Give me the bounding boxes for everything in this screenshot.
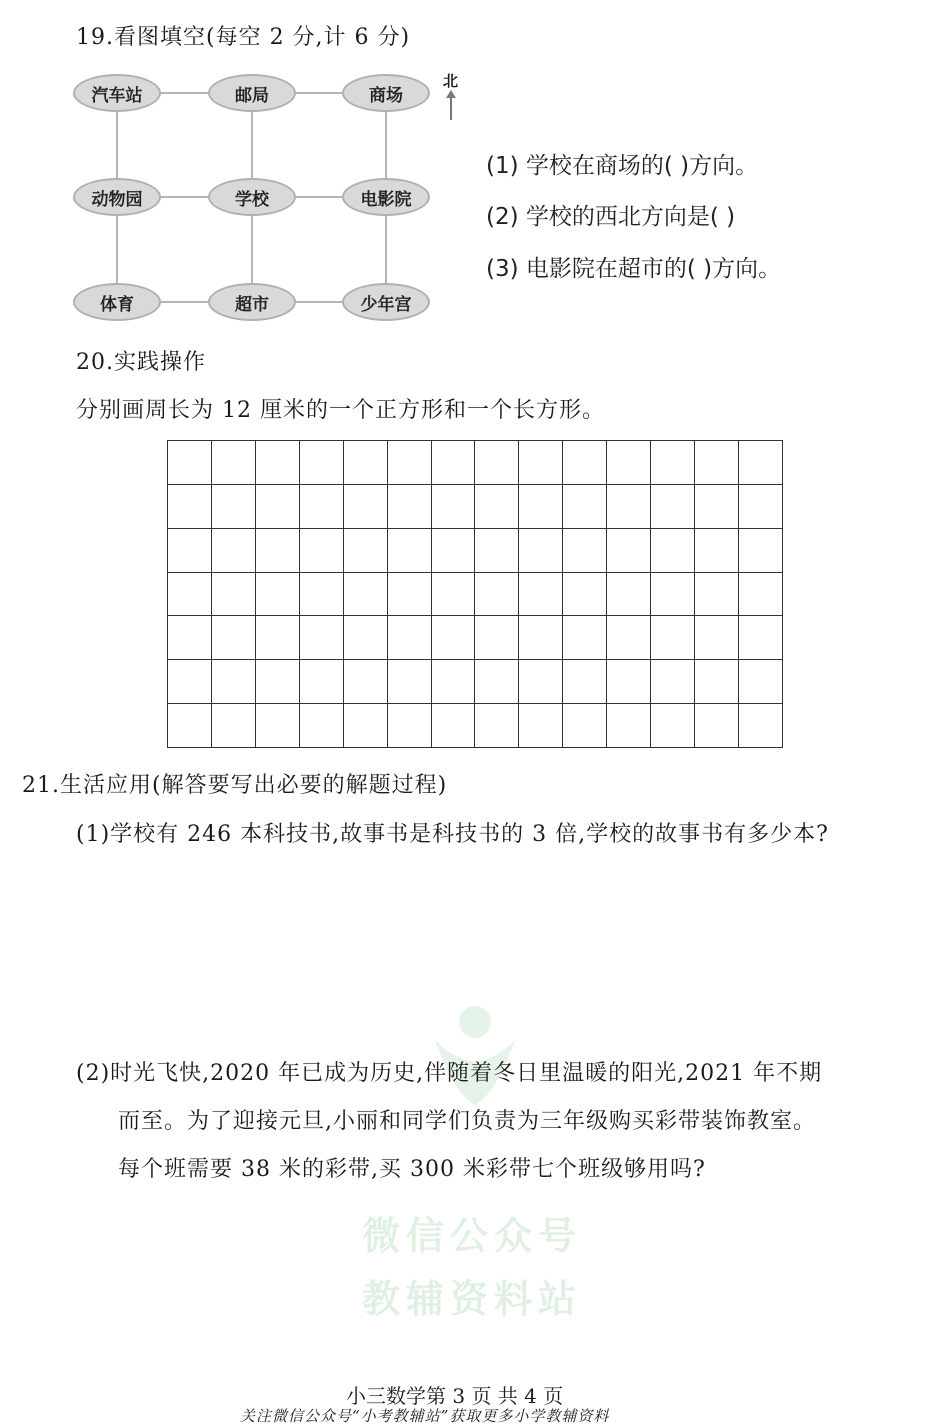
grid-cell[interactable]: [168, 485, 212, 529]
grid-cell[interactable]: [519, 485, 563, 529]
grid-cell[interactable]: [212, 485, 256, 529]
grid-cell[interactable]: [256, 485, 300, 529]
node-gym: 体育: [73, 283, 161, 321]
q19-question-3: (3) 电影院在超市的( )方向。: [486, 256, 782, 282]
grid-cell[interactable]: [344, 616, 388, 660]
q20-instruction: 分别画周长为 12 厘米的一个正方形和一个长方形。: [76, 398, 605, 423]
grid-cell[interactable]: [563, 441, 607, 485]
grid-cell[interactable]: [344, 660, 388, 704]
grid-cell[interactable]: [388, 529, 432, 573]
grid-cell[interactable]: [344, 485, 388, 529]
grid-cell[interactable]: [212, 441, 256, 485]
node-school: 学校: [208, 178, 296, 216]
grid-cell[interactable]: [475, 529, 519, 573]
grid-cell[interactable]: [695, 660, 739, 704]
grid-cell[interactable]: [607, 704, 651, 748]
q21-title: 21.生活应用(解答要写出必要的解题过程): [22, 773, 448, 798]
grid-cell[interactable]: [256, 704, 300, 748]
grid-cell[interactable]: [519, 529, 563, 573]
grid-cell[interactable]: [607, 441, 651, 485]
grid-cell[interactable]: [344, 529, 388, 573]
grid-cell[interactable]: [256, 573, 300, 617]
grid-cell[interactable]: [300, 485, 344, 529]
grid-cell[interactable]: [651, 660, 695, 704]
grid-cell[interactable]: [695, 485, 739, 529]
grid-cell[interactable]: [432, 529, 476, 573]
grid-cell[interactable]: [475, 485, 519, 529]
grid-cell[interactable]: [739, 616, 783, 660]
grid-cell[interactable]: [256, 660, 300, 704]
grid-cell[interactable]: [212, 616, 256, 660]
grid-cell[interactable]: [432, 616, 476, 660]
grid-cell[interactable]: [607, 616, 651, 660]
grid-cell[interactable]: [519, 616, 563, 660]
q19-question-2: (2) 学校的西北方向是( ): [486, 204, 736, 230]
q19-question-1: (1) 学校在商场的( )方向。: [486, 153, 759, 179]
grid-cell[interactable]: [607, 529, 651, 573]
q20-title: 20.实践操作: [76, 350, 206, 375]
grid-cell[interactable]: [475, 573, 519, 617]
grid-cell[interactable]: [300, 660, 344, 704]
grid-cell[interactable]: [432, 704, 476, 748]
watermark-line-2: 教辅资料站: [362, 1277, 583, 1321]
page-number: 小三数学第 3 页 共 4 页: [346, 1384, 564, 1408]
grid-cell[interactable]: [695, 529, 739, 573]
north-arrow-icon: [450, 96, 452, 120]
grid-cell[interactable]: [344, 704, 388, 748]
grid-cell[interactable]: [519, 441, 563, 485]
node-zoo: 动物园: [73, 178, 161, 216]
grid-cell[interactable]: [563, 529, 607, 573]
grid-cell[interactable]: [432, 485, 476, 529]
grid-cell[interactable]: [212, 704, 256, 748]
node-youth-palace: 少年宫: [342, 283, 430, 321]
grid-cell[interactable]: [388, 573, 432, 617]
grid-cell[interactable]: [651, 441, 695, 485]
grid-cell[interactable]: [695, 704, 739, 748]
q21-part1: (1)学校有 246 本科技书,故事书是科技书的 3 倍,学校的故事书有多少本?: [76, 822, 829, 847]
grid-cell[interactable]: [475, 660, 519, 704]
q19-title: 19.看图填空(每空 2 分,计 6 分): [76, 25, 411, 50]
grid-cell[interactable]: [519, 573, 563, 617]
grid-cell[interactable]: [388, 441, 432, 485]
grid-cell[interactable]: [519, 704, 563, 748]
grid-cell[interactable]: [695, 616, 739, 660]
grid-cell[interactable]: [475, 704, 519, 748]
grid-cell[interactable]: [300, 573, 344, 617]
grid-cell[interactable]: [607, 660, 651, 704]
grid-cell[interactable]: [695, 441, 739, 485]
grid-cell[interactable]: [519, 660, 563, 704]
grid-cell[interactable]: [388, 616, 432, 660]
grid-cell[interactable]: [432, 660, 476, 704]
grid-cell[interactable]: [168, 616, 212, 660]
grid-cell[interactable]: [168, 529, 212, 573]
footer-note: 关注微信公众号“小考教辅站”获取更多小学教辅资料: [240, 1407, 610, 1425]
grid-cell[interactable]: [739, 660, 783, 704]
grid-cell[interactable]: [300, 441, 344, 485]
grid-cell[interactable]: [168, 573, 212, 617]
watermark-line-1: 微信公众号: [362, 1214, 583, 1258]
grid-cell[interactable]: [344, 441, 388, 485]
grid-cell[interactable]: [168, 660, 212, 704]
grid-cell[interactable]: [300, 616, 344, 660]
direction-map: [70, 64, 470, 332]
grid-cell[interactable]: [695, 573, 739, 617]
q21-part2-line-3: 每个班需要 38 米的彩带,买 300 米彩带七个班级够用吗?: [118, 1157, 706, 1182]
grid-cell[interactable]: [563, 616, 607, 660]
grid-cell[interactable]: [212, 529, 256, 573]
grid-cell[interactable]: [256, 441, 300, 485]
grid-cell[interactable]: [256, 529, 300, 573]
grid-cell[interactable]: [388, 485, 432, 529]
watermark-logo-icon: [425, 1000, 525, 1110]
grid-cell[interactable]: [300, 704, 344, 748]
grid-cell[interactable]: [607, 485, 651, 529]
node-cinema: 电影院: [342, 178, 430, 216]
grid-cell[interactable]: [212, 573, 256, 617]
grid-cell[interactable]: [475, 441, 519, 485]
q21-part2-line-2: 而至。为了迎接元旦,小丽和同学们负责为三年级购买彩带装饰教室。: [118, 1109, 816, 1134]
drawing-grid[interactable]: [167, 440, 783, 748]
grid-cell[interactable]: [212, 660, 256, 704]
grid-cell[interactable]: [739, 529, 783, 573]
grid-cell[interactable]: [300, 529, 344, 573]
grid-cell[interactable]: [432, 441, 476, 485]
grid-cell[interactable]: [739, 704, 783, 748]
node-post-office: 邮局: [208, 74, 296, 112]
grid-cell[interactable]: [651, 616, 695, 660]
grid-cell[interactable]: [739, 441, 783, 485]
grid-cell[interactable]: [651, 529, 695, 573]
grid-cell[interactable]: [475, 616, 519, 660]
grid-cell[interactable]: [651, 704, 695, 748]
grid-cell[interactable]: [388, 660, 432, 704]
grid-cell[interactable]: [739, 573, 783, 617]
q21-part2-line-1: (2)时光飞快,2020 年已成为历史,伴随着冬日里温暖的阳光,2021 年不期: [76, 1061, 823, 1086]
grid-cell[interactable]: [432, 573, 476, 617]
grid-cell[interactable]: [563, 573, 607, 617]
grid-cell[interactable]: [168, 704, 212, 748]
grid-cell[interactable]: [256, 616, 300, 660]
grid-cell[interactable]: [651, 485, 695, 529]
node-supermarket: 超市: [208, 283, 296, 321]
grid-cell[interactable]: [388, 704, 432, 748]
node-bus-station: 汽车站: [73, 74, 161, 112]
grid-cell[interactable]: [651, 573, 695, 617]
grid-cell[interactable]: [344, 573, 388, 617]
grid-cell[interactable]: [563, 485, 607, 529]
grid-cell[interactable]: [563, 704, 607, 748]
grid-cell[interactable]: [739, 485, 783, 529]
grid-cell[interactable]: [563, 660, 607, 704]
north-label: 北: [443, 72, 459, 90]
grid-cell[interactable]: [607, 573, 651, 617]
node-mall: 商场: [342, 74, 430, 112]
grid-cell[interactable]: [168, 441, 212, 485]
